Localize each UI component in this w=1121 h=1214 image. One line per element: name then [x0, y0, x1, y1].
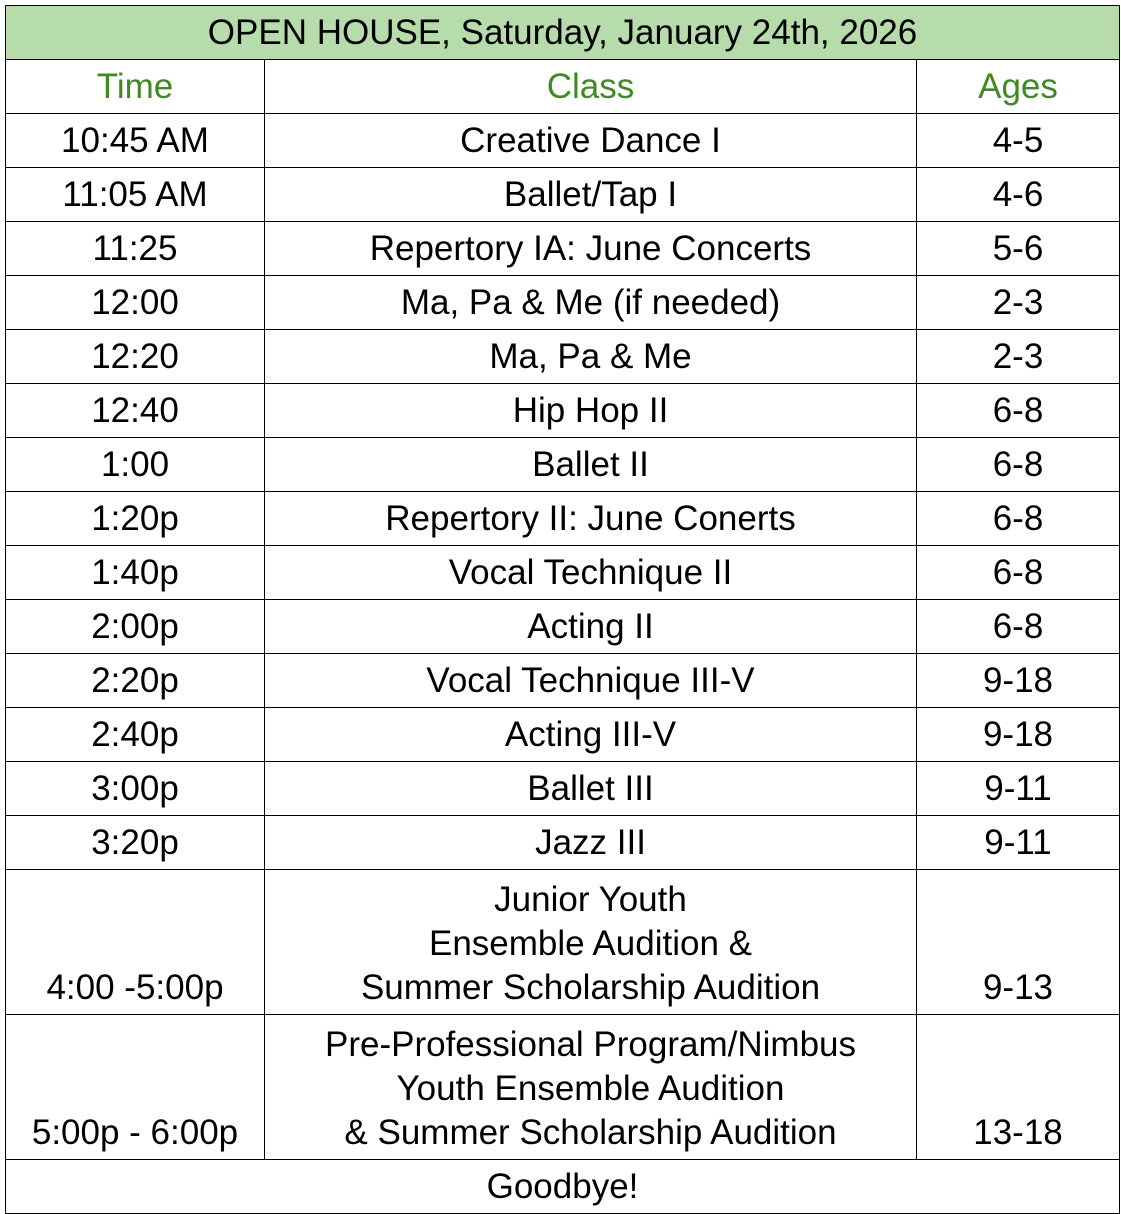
table-row — [6, 384, 1120, 438]
header-row — [6, 60, 1120, 114]
audition-row — [6, 870, 1120, 1015]
header-ages[interactable]: Ages — [917, 60, 1120, 114]
class-cell[interactable]: Hip Hop II — [265, 384, 917, 438]
class-cell[interactable]: Ma, Pa & Me (if needed) — [265, 276, 917, 330]
time-cell[interactable]: 11:05 AM — [6, 168, 265, 222]
ages-cell[interactable]: 9-13 — [917, 870, 1120, 1015]
ages-cell[interactable]: 9-11 — [917, 816, 1120, 870]
table-row — [6, 222, 1120, 276]
class-cell[interactable]: Ballet/Tap I — [265, 168, 917, 222]
header-time[interactable]: Time — [6, 60, 265, 114]
header-class[interactable]: Class — [265, 60, 917, 114]
ages-cell[interactable]: 9-18 — [917, 654, 1120, 708]
time-cell[interactable]: 11:25 — [6, 222, 265, 276]
class-line: Junior Youth — [494, 880, 687, 919]
ages-cell[interactable]: 6-8 — [917, 384, 1120, 438]
time-cell[interactable]: 1:40p — [6, 546, 265, 600]
time-cell[interactable]: 3:20p — [6, 816, 265, 870]
class-cell[interactable]: Acting II — [265, 600, 917, 654]
table-row — [6, 708, 1120, 762]
class-cell[interactable]: Ballet III — [265, 762, 917, 816]
ages-cell[interactable]: 4-6 — [917, 168, 1120, 222]
time-cell[interactable]: 12:40 — [6, 384, 265, 438]
ages-cell[interactable]: 6-8 — [917, 600, 1120, 654]
time-cell[interactable]: 10:45 AM — [6, 114, 265, 168]
time-cell[interactable]: 4:00 -5:00p — [6, 870, 265, 1015]
ages-cell[interactable]: 6-8 — [917, 438, 1120, 492]
class-line: & Summer Scholarship Audition — [344, 1113, 837, 1152]
class-line: Summer Scholarship Audition — [360, 968, 821, 1007]
table-row — [6, 330, 1120, 384]
table-row — [6, 546, 1120, 600]
class-cell[interactable]: Vocal Technique II — [265, 546, 917, 600]
time-cell[interactable]: 5:00p - 6:00p — [6, 1015, 265, 1160]
table-row — [6, 654, 1120, 708]
class-line: Pre-Professional Program/Nimbus — [324, 1025, 856, 1064]
table-row — [6, 168, 1120, 222]
time-cell[interactable]: 2:20p — [6, 654, 265, 708]
time-cell[interactable]: 2:40p — [6, 708, 265, 762]
class-cell[interactable]: Vocal Technique III-V — [265, 654, 917, 708]
ages-cell[interactable]: 9-11 — [917, 762, 1120, 816]
class-cell[interactable]: Jazz III — [265, 816, 917, 870]
class-cell[interactable]: Acting III-V — [265, 708, 917, 762]
time-cell[interactable]: 12:20 — [6, 330, 265, 384]
class-cell[interactable] — [265, 870, 917, 1015]
class-cell[interactable]: Repertory IA: June Concerts — [265, 222, 917, 276]
schedule-sheet — [5, 5, 1120, 1214]
title-row — [6, 6, 1120, 60]
time-cell[interactable]: 12:00 — [6, 276, 265, 330]
class-cell[interactable]: Ballet II — [265, 438, 917, 492]
ages-cell[interactable]: 5-6 — [917, 222, 1120, 276]
table-row — [6, 276, 1120, 330]
table-row — [6, 600, 1120, 654]
class-line: Ensemble Audition & — [429, 924, 752, 963]
class-cell[interactable]: Repertory II: June Conerts — [265, 492, 917, 546]
class-cell[interactable] — [265, 1015, 917, 1160]
audition-row — [6, 1015, 1120, 1160]
class-cell[interactable]: Ma, Pa & Me — [265, 330, 917, 384]
time-cell[interactable]: 2:00p — [6, 600, 265, 654]
footer-row — [6, 1160, 1120, 1214]
class-cell[interactable]: Creative Dance I — [265, 114, 917, 168]
table-row — [6, 492, 1120, 546]
time-cell[interactable]: 3:00p — [6, 762, 265, 816]
time-cell[interactable]: 1:20p — [6, 492, 265, 546]
schedule-table — [5, 5, 1120, 1214]
ages-cell[interactable]: 6-8 — [917, 546, 1120, 600]
table-row — [6, 762, 1120, 816]
ages-cell[interactable]: 6-8 — [917, 492, 1120, 546]
ages-cell[interactable]: 2-3 — [917, 330, 1120, 384]
table-row — [6, 114, 1120, 168]
ages-cell[interactable]: 4-5 — [917, 114, 1120, 168]
ages-cell[interactable]: 9-18 — [917, 708, 1120, 762]
table-row — [6, 438, 1120, 492]
ages-cell[interactable]: 2-3 — [917, 276, 1120, 330]
schedule-title[interactable]: OPEN HOUSE, Saturday, January 24th, 2026 — [6, 6, 1120, 60]
ages-cell[interactable]: 13-18 — [917, 1015, 1120, 1160]
time-cell[interactable]: 1:00 — [6, 438, 265, 492]
class-line: Youth Ensemble Audition — [396, 1069, 785, 1108]
table-row — [6, 816, 1120, 870]
goodbye-cell[interactable]: Goodbye! — [6, 1160, 1120, 1214]
